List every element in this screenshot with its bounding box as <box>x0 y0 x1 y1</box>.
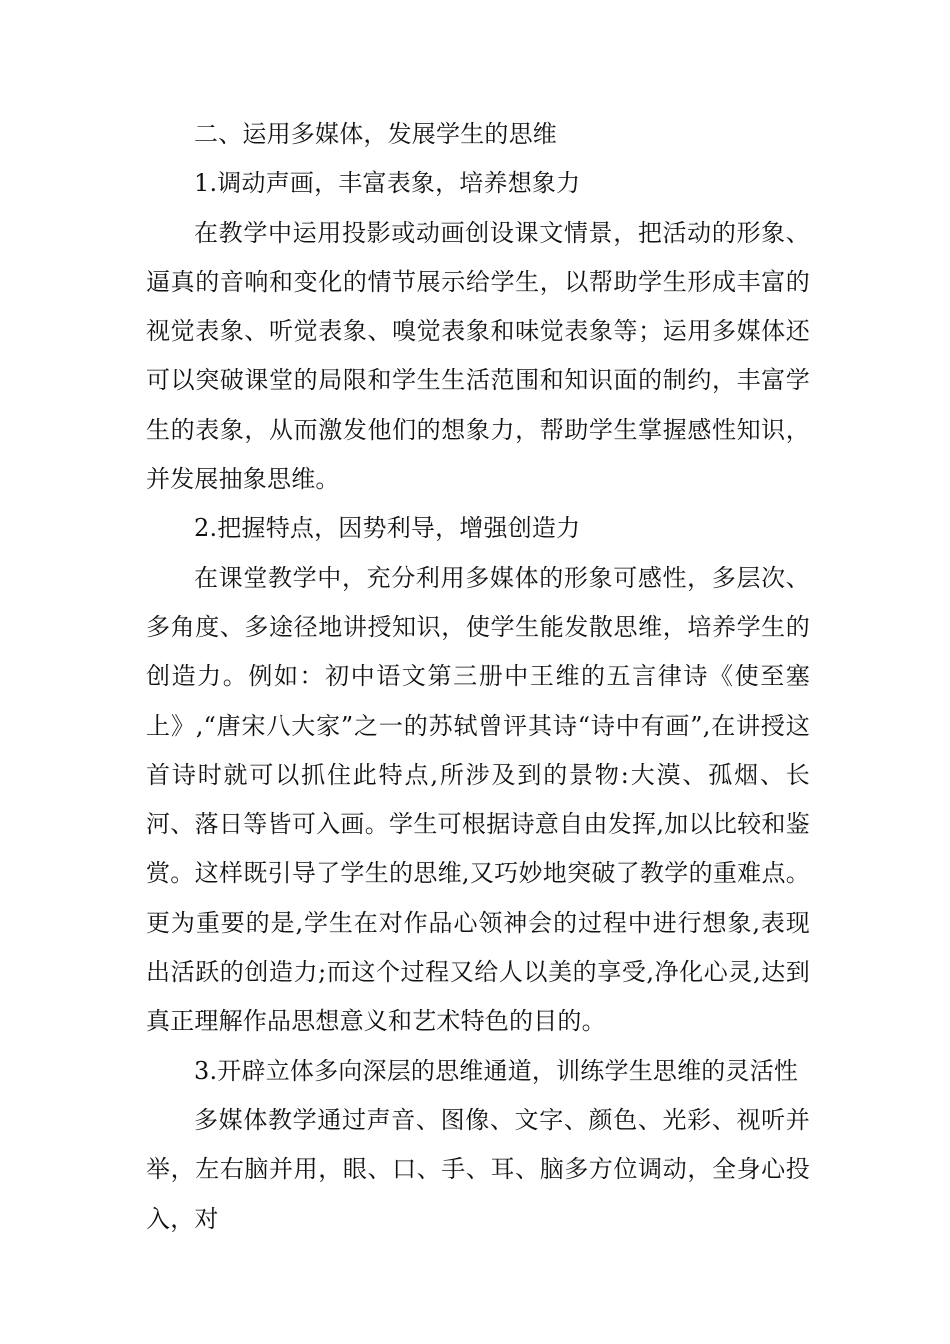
document-page <box>146 110 810 1244</box>
subsection-2-title: 2.把握特点，因势利导，增强创造力 <box>194 514 581 543</box>
subsection-2-paragraph: 在课堂教学中，充分利用多媒体的形象可感性，多层次、多角度、多途径地讲授知识，使学生能发散思维，培养学生的创造力。例如：初中语文第三册中王维的五言律诗《使至塞上》,“唐宋八大家”之一的苏轼曾评其诗“诗中有画”,在讲授这首诗时就可以抓住此特点,所涉及到的景物:大漠、孤烟、长河、落日等皆可入画。学生可根据诗意自由发挥,加以比较和鉴赏。这样既引导了学生的思维,又巧妙地突破了教学的重难点。更为重要的是,学生在对作品心领神会的过程中进行想象,表现出活跃的创造力;而这个过程又给人以美的享受,净化心灵,达到真正理解作品思想意义和艺术特色的目的。 <box>146 563 810 1036</box>
subsection-3-paragraph: 多媒体教学通过声音、图像、文字、颜色、光彩、视听并举，左右脑并用，眼、口、手、耳、脑多方位调动，全身心投入，对 <box>146 1105 810 1233</box>
subsection-1-title: 1.调动声画，丰富表象，培养想象力 <box>194 169 581 198</box>
section-title: 二、运用多媒体，发展学生的思维 <box>194 120 557 148</box>
subsection-3-title: 3.开辟立体多向深层的思维通道，训练学生思维的灵活性 <box>194 1056 799 1085</box>
subsection-1-paragraph: 在教学中运用投影或动画创设课文情景，把活动的形象、逼真的音响和变化的情节展示给学生，以帮助学生形成丰富的视觉表象、听觉表象、嗅觉表象和味觉表象等；运用多媒体还可以突破课堂的局限和学生生活范围和知识面的制约，丰富学生的表象，从而激发他们的想象力，帮助学生掌握感性知识，并发展抽象思维。 <box>146 218 810 494</box>
